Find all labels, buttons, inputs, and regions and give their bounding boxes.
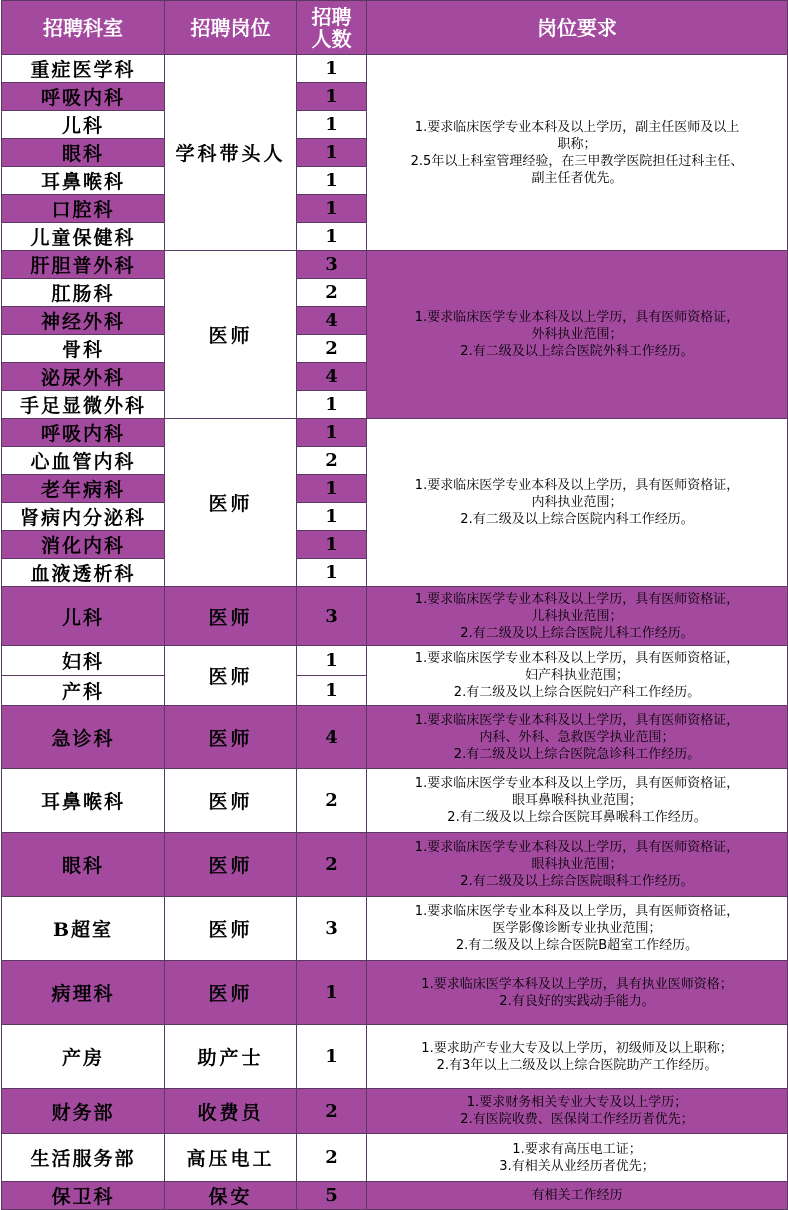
count-cell: 1 [297, 676, 367, 706]
requirement-line: 医学影像诊断专业执业范围； [492, 921, 662, 936]
count-cell: 1 [297, 1025, 367, 1089]
count-cell: 3 [297, 897, 367, 961]
requirement-line: 1.要求临床医学专业本科及以上学历，具有医师资格证， [414, 904, 740, 919]
requirement-line: 1.要求有高压电工证； [512, 1141, 642, 1157]
position-cell: 医师 [165, 833, 297, 897]
count-cell: 1 [297, 139, 367, 167]
requirement-line: 2.5年以上科室管理经验，在三甲教学医院担任过科主任、 [410, 153, 744, 169]
count-cell: 1 [297, 559, 367, 587]
position-cell: 医师 [165, 251, 297, 419]
table-row [2, 1089, 788, 1134]
department-cell: 心血管内科 [2, 447, 165, 475]
requirement-line: 2.有良好的实践动手能力。 [499, 993, 655, 1009]
count-cell: 3 [297, 251, 367, 279]
count-cell: 2 [297, 1089, 367, 1134]
requirement-line: 1.要求临床医学专业本科及以上学历，具有医师资格证， [414, 840, 740, 855]
requirement-line: 眼科执业范围； [531, 857, 623, 872]
table-row [2, 1134, 788, 1182]
count-cell: 2 [297, 769, 367, 833]
position-cell: 高压电工 [165, 1134, 297, 1182]
requirement-line: 1.要求临床医学本科及以上学历，具有执业医师资格； [421, 976, 733, 992]
department-cell: 神经外科 [2, 307, 165, 335]
count-cell: 5 [297, 1182, 367, 1210]
requirements-cell [367, 1182, 788, 1210]
table-row [2, 1025, 788, 1089]
department-cell: 耳鼻喉科 [2, 769, 165, 833]
requirements-cell [367, 646, 788, 706]
position-cell: 医师 [165, 646, 297, 706]
table-row [2, 769, 788, 833]
department-cell: 产房 [2, 1025, 165, 1089]
requirement-line: 1.要求助产专业大专及以上学历，初级师及以上职称； [421, 1040, 733, 1056]
requirement-line: 1.要求临床医学专业本科及以上学历，具有医师资格证， [414, 310, 740, 325]
count-cell: 1 [297, 111, 367, 139]
requirement-line: 2.有二级及以上综合医院儿科工作经历。 [460, 625, 694, 641]
count-cell: 1 [297, 83, 367, 111]
table-row [2, 961, 788, 1025]
requirements-cell [367, 833, 788, 897]
position-cell: 保安 [165, 1182, 297, 1210]
count-cell: 1 [297, 195, 367, 223]
header-department: 招聘科室 [2, 1, 165, 55]
department-cell: 手足显微外科 [2, 391, 165, 419]
department-cell: 泌尿外科 [2, 363, 165, 391]
count-cell: 3 [297, 587, 367, 646]
header-count [297, 1, 367, 55]
department-cell: 产科 [2, 676, 165, 706]
header-count-line2: 人数 [311, 26, 352, 51]
count-cell: 1 [297, 531, 367, 559]
count-cell: 2 [297, 1134, 367, 1182]
department-cell: 眼科 [2, 139, 165, 167]
requirements-cell [367, 897, 788, 961]
department-cell: 老年病科 [2, 475, 165, 503]
table-row [2, 419, 788, 447]
position-cell: 医师 [165, 961, 297, 1025]
requirement-line: 2.有二级及以上综合医院急诊科工作经历。 [453, 746, 701, 762]
department-cell: 儿科 [2, 587, 165, 646]
department-cell: 消化内科 [2, 531, 165, 559]
department-cell: 儿科 [2, 111, 165, 139]
requirement-line: 2.有二级及以上综合医院B超室工作经历。 [455, 938, 699, 953]
count-cell: 1 [297, 167, 367, 195]
count-cell: 4 [297, 706, 367, 769]
header-position: 招聘岗位 [165, 1, 297, 55]
position-cell: 医师 [165, 769, 297, 833]
requirement-line: 2.有二级及以上综合医院耳鼻喉科工作经历。 [447, 810, 707, 825]
header-count-line1: 招聘 [311, 4, 352, 29]
requirement-line: 内科、外科、急救医学执业范围； [479, 729, 675, 745]
requirement-line: 1.要求临床医学专业本科及以上学历，副主任医师及以上 [414, 119, 740, 135]
position-cell: 医师 [165, 419, 297, 587]
department-cell: 肝胆普外科 [2, 251, 165, 279]
count-cell: 1 [297, 961, 367, 1025]
requirements-cell [367, 419, 788, 587]
header-row [2, 1, 788, 55]
department-cell: 肛肠科 [2, 279, 165, 307]
table-row [2, 587, 788, 646]
requirements-cell [367, 251, 788, 419]
count-cell: 1 [297, 503, 367, 531]
position-cell: 学科带头人 [165, 55, 297, 251]
department-cell: 财务部 [2, 1089, 165, 1134]
requirement-line: 2.有二级及以上综合医院内科工作经历。 [460, 512, 694, 527]
requirements-cell [367, 55, 788, 251]
count-cell: 1 [297, 391, 367, 419]
table-row [2, 646, 788, 676]
requirement-line: 2.有二级及以上综合医院眼科工作经历。 [460, 874, 694, 889]
position-cell: 助产士 [165, 1025, 297, 1089]
count-cell: 1 [297, 419, 367, 447]
count-cell: 2 [297, 447, 367, 475]
count-cell: 4 [297, 307, 367, 335]
count-cell: 2 [297, 335, 367, 363]
position-cell: 收费员 [165, 1089, 297, 1134]
table-row [2, 833, 788, 897]
count-cell: 2 [297, 279, 367, 307]
requirements-cell [367, 769, 788, 833]
requirement-line: 3.有相关从业经历者优先； [499, 1158, 655, 1174]
requirements-cell [367, 961, 788, 1025]
table-row [2, 706, 788, 769]
requirements-cell [367, 706, 788, 769]
requirement-line: 眼耳鼻喉科执业范围； [511, 793, 642, 808]
requirement-line: 副主任者优先。 [531, 170, 623, 186]
table-row [2, 897, 788, 961]
requirements-cell [367, 1134, 788, 1182]
table-row [2, 1182, 788, 1210]
requirement-line: 儿科执业范围； [531, 608, 623, 624]
department-cell: 生活服务部 [2, 1134, 165, 1182]
requirement-line: 1.要求临床医学专业本科及以上学历，具有医师资格证， [414, 591, 740, 607]
recruitment-table [1, 0, 788, 1210]
requirements-cell [367, 1089, 788, 1134]
requirement-line: 1.要求临床医学专业本科及以上学历，具有医师资格证， [414, 478, 740, 493]
department-cell: B超室 [2, 897, 165, 961]
requirements-cell [367, 587, 788, 646]
table-row [2, 55, 788, 83]
requirement-line: 1.要求财务相关专业大专及以上学历； [466, 1095, 688, 1110]
requirement-line: 内科执业范围； [531, 495, 623, 510]
count-cell: 1 [297, 475, 367, 503]
department-cell: 耳鼻喉科 [2, 167, 165, 195]
requirement-line: 2.有二级及以上综合医院妇产科工作经历。 [453, 685, 701, 700]
requirement-line: 妇产科执业范围； [524, 668, 629, 683]
department-cell: 骨科 [2, 335, 165, 363]
department-cell: 重症医学科 [2, 55, 165, 83]
requirement-line: 有相关工作经历 [531, 1188, 623, 1203]
department-cell: 妇科 [2, 646, 165, 676]
department-cell: 肾病内分泌科 [2, 503, 165, 531]
position-cell: 医师 [165, 706, 297, 769]
requirement-line: 1.要求临床医学专业本科及以上学历，具有医师资格证， [414, 651, 740, 666]
table-row [2, 251, 788, 279]
requirement-line: 职称； [557, 136, 597, 152]
requirement-line: 1.要求临床医学专业本科及以上学历，具有医师资格证， [414, 712, 740, 728]
department-cell: 急诊科 [2, 706, 165, 769]
position-cell: 医师 [165, 897, 297, 961]
requirements-cell [367, 1025, 788, 1089]
department-cell: 儿童保健科 [2, 223, 165, 251]
department-cell: 病理科 [2, 961, 165, 1025]
header-requirements: 岗位要求 [367, 1, 788, 55]
requirement-line: 2.有3年以上二级及以上综合医院助产工作经历。 [436, 1057, 718, 1073]
department-cell: 保卫科 [2, 1182, 165, 1210]
position-cell: 医师 [165, 587, 297, 646]
requirement-line: 外科执业范围； [531, 327, 623, 342]
count-cell: 1 [297, 646, 367, 676]
count-cell: 4 [297, 363, 367, 391]
count-cell: 2 [297, 833, 367, 897]
count-cell: 1 [297, 223, 367, 251]
department-cell: 呼吸内科 [2, 419, 165, 447]
requirement-line: 1.要求临床医学专业本科及以上学历，具有医师资格证， [414, 776, 740, 791]
requirement-line: 2.有医院收费、医保岗工作经历者优先； [460, 1112, 694, 1127]
department-cell: 呼吸内科 [2, 83, 165, 111]
department-cell: 口腔科 [2, 195, 165, 223]
count-cell: 1 [297, 55, 367, 83]
department-cell: 眼科 [2, 833, 165, 897]
department-cell: 血液透析科 [2, 559, 165, 587]
requirement-line: 2.有二级及以上综合医院外科工作经历。 [460, 344, 694, 359]
